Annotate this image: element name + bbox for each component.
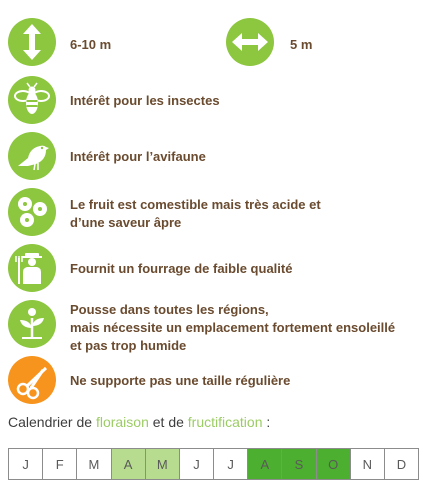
month-jun: J: [180, 449, 214, 479]
month-nov: N: [351, 449, 385, 479]
bee-icon: [8, 76, 56, 124]
feature-forage-text: Fournit un fourrage de faible qualité: [70, 261, 293, 276]
month-may: M: [146, 449, 180, 479]
month-sep: S: [282, 449, 316, 479]
feature-growth-text: Pousse dans toutes les régions, mais nécessite un emplacement fortement ensoleillé et pas trop humide: [70, 302, 396, 353]
month-jul: J: [214, 449, 248, 479]
flowering-word: floraison: [95, 414, 149, 430]
feature-pruning-text: Ne supporte pas une taille régulière: [70, 373, 291, 388]
month-feb: F: [43, 449, 77, 479]
height-value: 6-10 m: [70, 37, 112, 52]
month-aug: A: [248, 449, 282, 479]
month-mar: M: [77, 449, 111, 479]
sprout-sun-icon: [8, 300, 56, 348]
bird-icon: [8, 132, 56, 180]
month-dec: D: [396, 456, 407, 472]
feature-fruit-text: Le fruit est comestible mais très acide et d’une saveur âpre: [70, 197, 321, 230]
month-apr: A: [112, 449, 146, 479]
feature-insects-text: Intérêt pour les insectes: [70, 93, 220, 108]
farmer-icon: [8, 244, 56, 292]
horizontal-arrow-icon: [226, 18, 274, 66]
fruiting-word: fructification: [187, 414, 263, 430]
month-jan: J: [9, 449, 43, 479]
width-value: 5 m: [290, 37, 313, 52]
calendar-grid: [8, 448, 419, 480]
feature-birds-text: Intérêt pour l’avifaune: [70, 149, 206, 164]
month-oct: O: [317, 449, 351, 479]
fruit-icon: [8, 188, 56, 236]
calendar-title: Calendrier de floraison et de fructification :: [8, 414, 271, 430]
scissors-icon: [8, 356, 56, 404]
vertical-arrow-icon: [8, 18, 56, 66]
